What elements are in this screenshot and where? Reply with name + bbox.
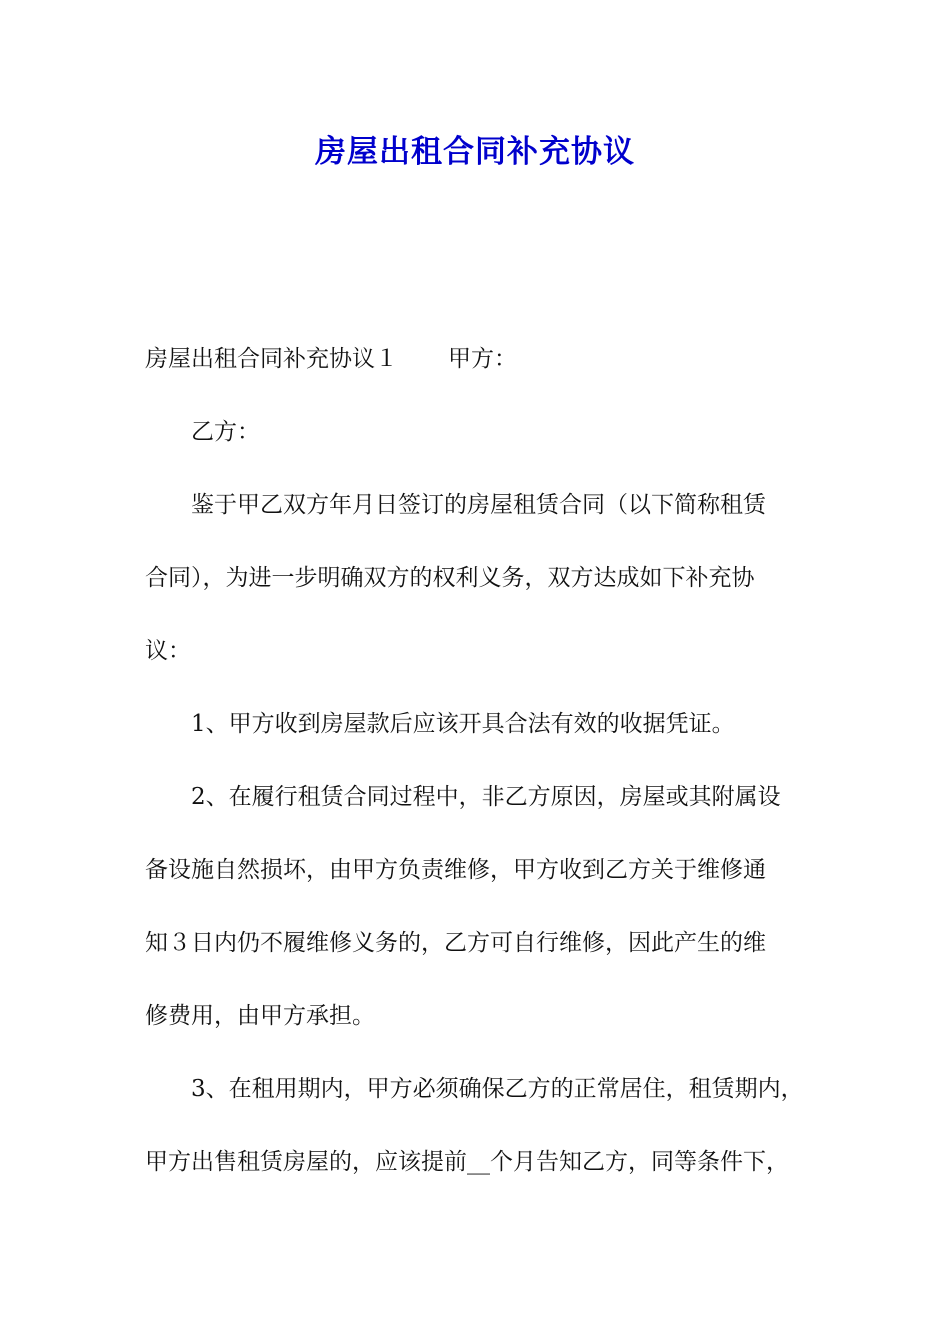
document-title: 房屋出租合同补充协议 (315, 134, 635, 170)
paragraph-line (145, 338, 815, 381)
paragraph-line: 修费用，由甲方承担。 (145, 1003, 375, 1029)
document-body (145, 338, 815, 1214)
party-a-label: 甲方： (448, 346, 517, 372)
paragraph-line: 议： (145, 638, 191, 664)
party-b-label: 乙方： (191, 419, 260, 445)
section-heading: 房屋出租合同补充协议１ (145, 346, 398, 372)
paragraph-line: 鉴于甲乙双方年月日签订的房屋租赁合同（以下简称租赁 (191, 492, 766, 518)
paragraph-line: 甲方出售租赁房屋的，应该提前__个月告知乙方，同等条件下， (145, 1149, 789, 1175)
clause-3: 3、在租用期内，甲方必须确保乙方的正常居住，租赁期内， (191, 1076, 804, 1102)
clause-2: 2、在履行租赁合同过程中，非乙方原因，房屋或其附属设 (191, 784, 781, 810)
paragraph-line: 合同），为进一步明确双方的权利义务，双方达成如下补充协 (145, 565, 755, 591)
paragraph-line: 知３日内仍不履维修义务的，乙方可自行维修，因此产生的维 (145, 930, 766, 956)
clause-1: 1、甲方收到房屋款后应该开具合法有效的收据凭证。 (191, 711, 735, 737)
paragraph-line: 备设施自然损坏，由甲方负责维修，甲方收到乙方关于维修通 (145, 857, 766, 883)
